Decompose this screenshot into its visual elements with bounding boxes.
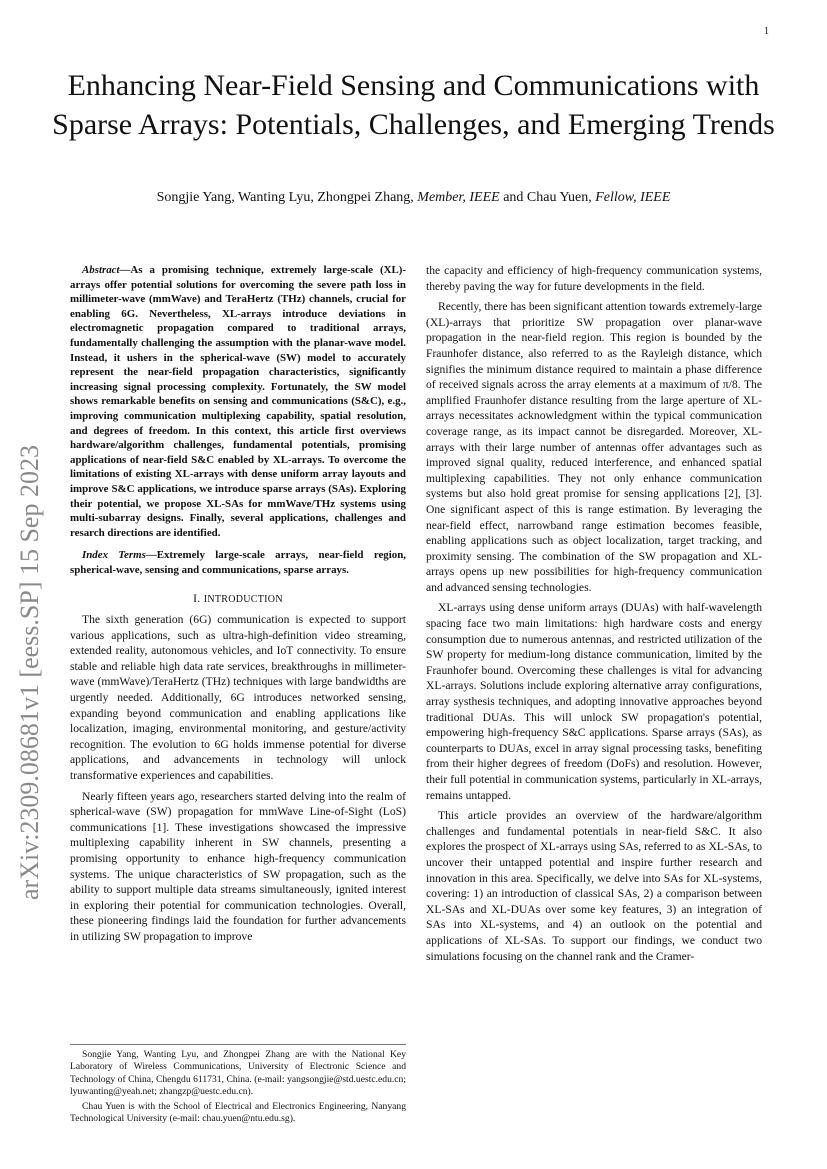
paragraph: The sixth generation (6G) communication is expected to support various applications, such as ultra-high-definition video streaming, extended reality, autonomous vehicles, and IoT connectivity. To ensure stable and reliable high data rate services, breakthroughs in millimeter-wave (mmWave)/TeraHertz (THz) techniques with large bandwidths are urgently needed. Additionally, 6G introduces networked sensing, expanding beyond communication and enabling applications like localization, imaging, environmental monitoring, and gesture/activity recognition. The evolution to 6G holds immense potential for diverse applications, and advancements in technology will unlock transformative experiences and capabilities. (70, 613, 406, 782)
section-heading-introduction (70, 591, 406, 608)
footnote: Songjie Yang, Wanting Lyu, and Zhongpei Zhang are with the National Key Laboratory of Wireless Communications, University of Electronic Science and Technology of China, Chengdu 611731, China. (e-mail: yangsongjie@std.uestc.edu.cn; lyuwanting@yeah.net; zhangzp@uestc.edu.cn). (70, 1049, 406, 1098)
author-role-fellow: Fellow, IEEE (595, 190, 671, 205)
abstract-text: —As a promising technique, extremely large-scale (XL)-arrays offer potential solutions for overcoming the severe path loss in millimeter-wave (mmWave) and TeraHertz (THz) channels, crucial for enabling 6G. Nevertheless, XL-arrays introduce deviations in electromagnetic propagation compared to traditional arrays, fundamentally challenging the assumption with the planar-wave model. Instead, it ushers in the spherical-wave (SW) model to accurately represent the near-field propagation characteristics, significantly increasing signal processing complexity. Fortunately, the SW model shows remarkable benefits on sensing and communications (S&C), e.g., improving communication multiplexing capability, spatial resolution, and degrees of freedom. In this context, this article first overviews hardware/algorithm challenges, fundamental potentials, promising applications of near-field S&C enabled by XL-arrays. To overcome the limitations of existing XL-arrays with dense uniform array layouts and improve S&C applications, we introduce sparse arrays (SAs). Exploring their potential, we propose XL-SAs for mmWave/THz systems using multi-subarray designs. Finally, several applications, challenges and resarch directions are identified. (70, 264, 406, 539)
page-number: 1 (764, 26, 769, 37)
left-column (70, 263, 406, 950)
abstract (70, 263, 406, 540)
author-role-member: Member, IEEE (417, 190, 500, 205)
author-names: Songjie Yang, Wanting Lyu, Zhongpei Zhang, (156, 190, 414, 205)
index-terms-text: —Extremely large-scale arrays, near-field region, spherical-wave, sensing and communications, sparse arrays. (70, 549, 406, 576)
paragraph: Recently, there has been significant attention towards extremely-large (XL)-arrays that prioritize SW propagation over planar-wave propagation in the near-field region. This region is bounded by the Fraunhofer distance, also referred to as the Rayleigh distance, which signifies the minimum distance required to maintain a phase difference of received signals across the array elements at a maximum of π/8. The amplified Fraunhofer distance resulting from the large aperture of XL-arrays necessitates acknowledgment within the typical communication coverage range, as its impact cannot be disregarded. Moreover, XL-arrays with their large number of antennas offer advantages such as improved signal quality, reduced interference, and enhanced spatial multiplexing capabilities. They not only enhance communication systems but also hold great promise for sensing applications [2], [3]. One significant aspect of this is range estimation. By leveraging the near-field effect, narrowband range estimation becomes feasible, enabling applications such as object localization, target tracking, and proximity sensing. The combination of the SW propagation and XL-arrays opens up new possibilities for high-frequency communication and advanced sensing technologies. (426, 300, 762, 594)
paragraph: the capacity and efficiency of high-frequency communication systems, thereby paving the way for future developments in the field. (426, 264, 762, 293)
paper-title: Enhancing Near-Field Sensing and Communications with Sparse Arrays: Potentials, Challenges, and Emerging Trends (52, 69, 775, 141)
arxiv-identifier-stamp[interactable]: arXiv:2309.08681v1 [eess.SP] 15 Sep 2023 (15, 445, 44, 900)
paragraph: This article provides an overview of the hardware/algorithm challenges and fundamental potentials in near-field S&C. It also explores the prospect of XL-arrays using SAs, referred to as XL-SAs, to uncover their untapped potential and inspire further research and innovation in this area. Specifically, we delve into SAs for XL-systems, covering: 1) an introduction of classical SAs, 2) a comparison between XL-SAs and XL-DUAs over some key features, 3) an integration of SAs into XL-systems, and 4) an outlook on the potential and applications of XL-SAs. To support our findings, we conduct two simulations focusing on the channel rank and the Cramer- (426, 809, 762, 963)
index-terms (70, 548, 406, 577)
author-names-last: and Chau Yuen, (503, 190, 592, 205)
right-column (426, 263, 762, 969)
author-list (50, 190, 777, 206)
author-affiliation-footnotes (70, 1044, 406, 1127)
paragraph: XL-arrays using dense uniform arrays (DUAs) with half-wavelength spacing face two main limitations: high hardware costs and energy consumption due to numerous antennas, and restricted utilization of the SW property for medium-long distance communication, limited by the Fraunhofer bound. Overcoming these challenges is vital for advancing XL-arrays. Solutions include exploring alternative array configurations, array systhesis techniques, and adopting innovative approaches beyond traditional DUAs. This will unlock SW propagation's potential, empowering high-frequency S&C applications. Sparse arrays (SAs), as counterparts to DUAs, excel in array signal processing tasks, benefiting from their higher degrees of freedom (DoFs) and resolution. However, their full potential in communication systems, particularly in XL-arrays, remains untapped. (426, 601, 762, 802)
footnote: Chau Yuen is with the School of Electrical and Electronics Engineering, Nanyang Technological University (e-mail: chau.yuen@ntu.edu.sg). (70, 1100, 406, 1125)
section-number: I. (193, 592, 201, 606)
section-title: INTRODUCTION (203, 594, 283, 606)
abstract-label: Abstract (82, 264, 120, 276)
paragraph: Nearly fifteen years ago, researchers started delving into the realm of spherical-wave (SW) propagation for mmWave Line-of-Sight (LoS) communications [1]. These investigations showcased the impressive multiplexing capability inherent in SW channels, presenting a promising opportunity to enhance high-frequency communication systems. The unique characteristics of SW propagation, such as the ability to support multiple data streams simultaneously, ignited interest in exploring their potential for communication technologies. Overall, these pioneering findings laid the foundation for further advancements in utilizing SW propagation to improve (70, 789, 406, 943)
index-terms-label: Index Terms (82, 549, 146, 562)
